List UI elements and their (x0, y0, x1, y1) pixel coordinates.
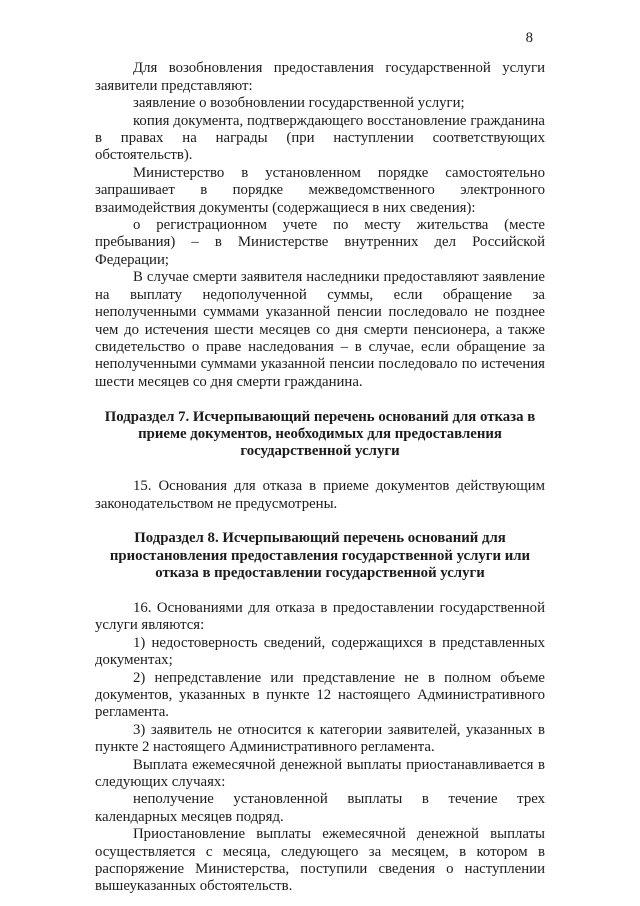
section-heading-subrazdel-7: Подраздел 7. Исчерпывающий перечень оснований для отказа в приеме документов, необходимых для предоставления государственной услуги (104, 408, 536, 460)
paragraph-non-receipt-three-months: неполучение установленной выплаты в течение трех календарных месяцев подряд. (95, 791, 545, 825)
document-content (95, 30, 545, 896)
paragraph-death-of-applicant: В случае смерти заявителя наследники предоставляют заявление на выплату недополученной суммы, если обращение за неполученными суммами указанной пенсии последовало не позднее чем до истечения шести месяцев со дня смерти пенсионера, а также свидетельство о праве наследования – в случае, если обращение за неполученными суммами указанной пенсии последовало по истечения шести месяцев со дня смерти гражданина. (95, 269, 545, 390)
paragraph-item-16-sub-1: 1) недостоверность сведений, содержащихся в представленных документах; (95, 634, 545, 669)
paragraph-item-16: 16. Основаниями для отказа в предоставлении государственной услуги являются: (95, 599, 545, 634)
paragraph-item-16-sub-2: 2) непредставление или представление не в полном объеме документов, указанных в пункте 12 настоящего Административного регламента. (95, 669, 545, 721)
paragraph-resume-service: Для возобновления предоставления государственной услуги заявители представляют: (95, 60, 545, 94)
section-heading-subrazdel-8: Подраздел 8. Исчерпывающий перечень оснований для приостановления предоставления государственной услуги или отказа в предоставлении государственной услуги (109, 530, 531, 582)
paragraph-copy-document: копия документа, подтверждающего восстановление гражданина в правах на награды (при наступлении соответствующих обстоятельств). (95, 112, 545, 164)
page-number: 8 (525, 30, 533, 46)
paragraph-item-16-sub-3: 3) заявитель не относится к категории заявителей, указанных в пункте 2 настоящего Административного регламента. (95, 721, 545, 756)
paragraph-suspension-effective-month: Приостановление выплаты ежемесячной денежной выплаты осуществляется с месяца, следующего за месяцем, в котором в распоряжение Министерства, поступили сведения о наступлении вышеуказанных обстоятельств. (95, 826, 545, 895)
paragraph-item-15: 15. Основания для отказа в приеме документов действующим законодательством не предусмотрены. (95, 478, 545, 512)
paragraph-payment-suspension-cases: Выплата ежемесячной денежной выплаты приостанавливается в следующих случаях: (95, 756, 545, 790)
paragraph-ministry-request: Министерство в установленном порядке самостоятельно запрашивает в порядке межведомственного электронного взаимодействия документы (содержащиеся в них сведения): (95, 164, 545, 216)
paragraph-application-resume: заявление о возобновлении государственной услуги; (133, 95, 465, 112)
paragraph-registration-record: о регистрационном учете по месту жительства (месте пребывания) – в Министерстве внутренних дел Российской Федерации; (95, 217, 545, 268)
